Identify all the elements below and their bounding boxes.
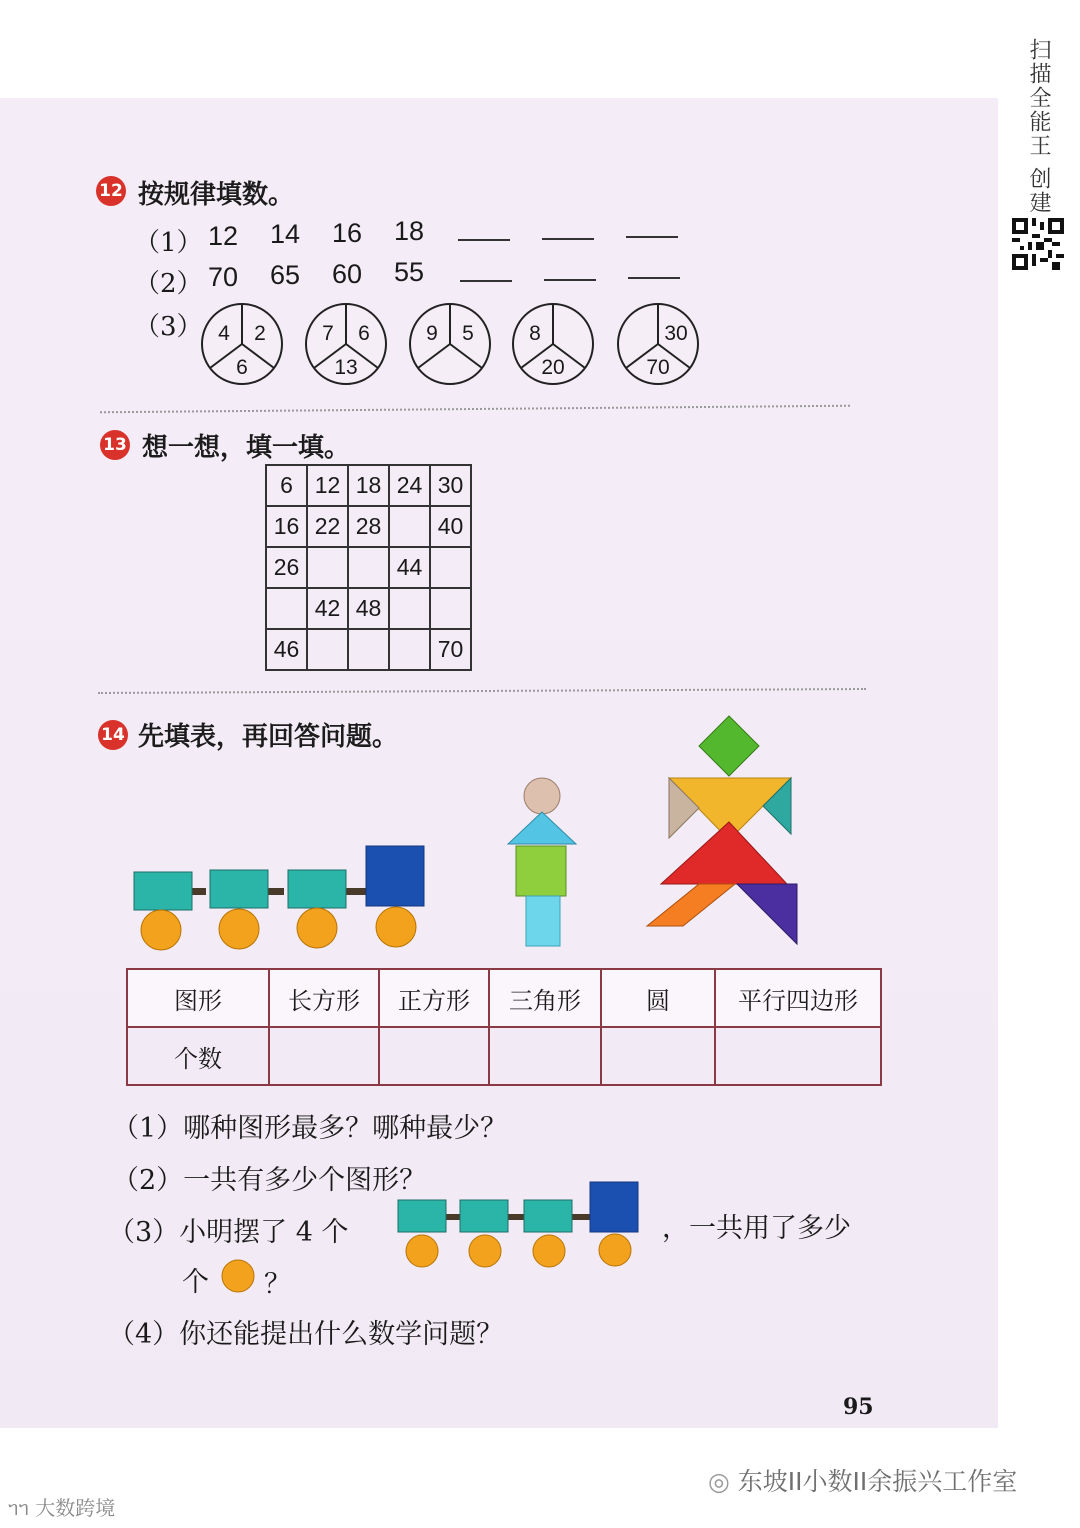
answer-cell[interactable] xyxy=(379,1027,489,1085)
answer-cell[interactable] xyxy=(715,1027,881,1085)
footer-attribution: ◎ 东坡II小数II余振兴工作室 xyxy=(708,1467,1018,1496)
sequence-2-value: 55 xyxy=(394,257,425,287)
grid-blank-cell[interactable] xyxy=(389,506,430,547)
table-header-row xyxy=(127,969,881,1027)
square-shape xyxy=(366,846,424,906)
answer-cell[interactable] xyxy=(269,1027,379,1085)
table-header-cell: 图形 xyxy=(127,969,269,1027)
grid-blank-cell[interactable] xyxy=(430,588,471,629)
circle-number: 6 xyxy=(358,322,370,345)
number-circle xyxy=(513,304,593,384)
circle-number: 7 xyxy=(322,322,334,345)
sub-question-3-part-c: 个 xyxy=(182,1267,209,1298)
sub-question-1: （1）哪种图形最多？哪种最少？ xyxy=(112,1113,508,1144)
number-circle xyxy=(202,304,282,384)
grid-blank-cell[interactable] xyxy=(430,547,471,588)
grid-row xyxy=(266,629,471,670)
grid-blank-cell[interactable] xyxy=(389,629,430,670)
logo-icon: ᥐᥐ xyxy=(8,1496,29,1520)
rectangle-shape xyxy=(526,896,560,946)
sequence-1-value: 18 xyxy=(394,216,425,246)
table-header-cell: 平行四边形 xyxy=(715,969,881,1027)
square-shape xyxy=(699,716,759,776)
triangle-shape xyxy=(508,812,576,844)
circle-number: 5 xyxy=(462,322,474,345)
grid-cell: 22 xyxy=(307,506,348,547)
question-12-title: 按规律填数。 xyxy=(138,180,295,210)
grid-blank-cell[interactable] xyxy=(307,629,348,670)
table-header-cell: 圆 xyxy=(601,969,715,1027)
grid-cell: 18 xyxy=(348,465,389,506)
square-shape xyxy=(516,846,566,896)
table-header-cell: 正方形 xyxy=(379,969,489,1027)
sequence-2-value: 65 xyxy=(270,260,301,290)
table-row-label: 个数 xyxy=(127,1027,269,1085)
grid-cell: 30 xyxy=(430,465,471,506)
table-header-cell: 三角形 xyxy=(489,969,601,1027)
sequence-2-blank[interactable] xyxy=(460,280,512,282)
shape-count-table xyxy=(126,968,882,1086)
grid-cell: 24 xyxy=(389,465,430,506)
grid-cell: 16 xyxy=(266,506,307,547)
circle-shape xyxy=(376,907,416,947)
rectangle-shape xyxy=(288,870,346,908)
grid-cell: 46 xyxy=(266,629,307,670)
grid-blank-cell[interactable] xyxy=(348,547,389,588)
circle-number: 9 xyxy=(426,322,438,345)
circle-number: 30 xyxy=(664,322,688,345)
sub-question-3-part-d: ？ xyxy=(264,1269,291,1300)
number-grid xyxy=(265,464,472,671)
footer-brand: ᥐᥐ 大数跨境 xyxy=(8,1496,116,1520)
grid-blank-cell[interactable] xyxy=(348,629,389,670)
sequence-2-value: 70 xyxy=(208,262,239,292)
grid-blank-cell[interactable] xyxy=(307,547,348,588)
question-14-badge: 14 xyxy=(98,720,128,750)
number-circle xyxy=(306,304,386,384)
question-14-title: 先填表，再回答问题。 xyxy=(138,722,399,752)
question-13-badge: 13 xyxy=(100,430,130,460)
answer-cell[interactable] xyxy=(489,1027,601,1085)
sequence-2-blank[interactable] xyxy=(544,279,596,281)
sub-question-3-part-b: ，一共用了多少 xyxy=(662,1213,851,1244)
page-number: 95 xyxy=(843,1394,874,1420)
qr-code xyxy=(1012,218,1064,270)
parallelogram-shape xyxy=(647,884,735,926)
circle-shape xyxy=(297,908,337,948)
grid-cell: 42 xyxy=(307,588,348,629)
grid-cell: 6 xyxy=(266,465,307,506)
circle-number: 2 xyxy=(254,322,266,345)
train-connector xyxy=(346,888,368,895)
sub-question-3-part-a: （3）小明摆了 4 个 xyxy=(108,1217,349,1248)
tangram-figure xyxy=(645,714,805,950)
sequence-3-label: （3） xyxy=(134,312,203,342)
orange-circle-icon xyxy=(218,1256,258,1296)
grid-cell: 70 xyxy=(430,629,471,670)
sequence-1-blank[interactable] xyxy=(542,238,594,240)
circle-shape xyxy=(141,910,181,950)
robot-figure xyxy=(500,770,590,952)
number-circles xyxy=(196,294,716,390)
circle-number: 4 xyxy=(218,322,230,345)
grid-cell: 26 xyxy=(266,547,307,588)
train-figure xyxy=(128,840,432,956)
grid-row xyxy=(266,465,471,506)
sequence-2-value: 60 xyxy=(332,259,363,289)
triangle-shape xyxy=(661,822,787,884)
sequence-1-blank[interactable] xyxy=(458,239,510,241)
circle-shape xyxy=(219,909,259,949)
answer-cell[interactable] xyxy=(601,1027,715,1085)
grid-blank-cell[interactable] xyxy=(389,588,430,629)
circle-number: 6 xyxy=(236,356,248,379)
circle-number: 70 xyxy=(646,356,670,379)
rectangle-shape xyxy=(210,870,268,908)
grid-cell: 48 xyxy=(348,588,389,629)
sequence-2-label: （2） xyxy=(134,269,203,299)
grid-row xyxy=(266,547,471,588)
grid-blank-cell[interactable] xyxy=(266,588,307,629)
sequence-2-blank[interactable] xyxy=(628,277,680,279)
sequence-1-value: 16 xyxy=(332,218,363,248)
sequence-1-value: 12 xyxy=(208,221,239,251)
small-train-icon xyxy=(394,1180,644,1272)
question-13-title: 想一想，填一填。 xyxy=(142,433,351,463)
grid-row xyxy=(266,506,471,547)
sequence-1-blank[interactable] xyxy=(626,236,678,238)
grid-cell: 12 xyxy=(307,465,348,506)
sequence-1-value: 14 xyxy=(270,219,301,249)
rectangle-shape xyxy=(134,872,192,910)
scanner-watermark: 扫描全能王 创建 xyxy=(1026,38,1051,215)
wechat-icon: ◎ xyxy=(708,1467,730,1496)
number-circle xyxy=(618,304,698,384)
circle-shape xyxy=(524,778,560,814)
table-row xyxy=(127,1027,881,1085)
grid-cell: 44 xyxy=(389,547,430,588)
sub-question-4: （4）你还能提出什么数学问题？ xyxy=(108,1319,504,1350)
table-header-cell: 长方形 xyxy=(269,969,379,1027)
question-12-badge: 12 xyxy=(96,176,126,206)
circle-number: 8 xyxy=(529,322,541,345)
grid-row xyxy=(266,588,471,629)
sequence-1-label: （1） xyxy=(134,228,203,258)
sub-question-2: （2）一共有多少个图形？ xyxy=(112,1165,427,1196)
train-connector xyxy=(266,888,284,895)
triangle-shape xyxy=(737,884,797,944)
circle-number: 13 xyxy=(334,356,358,379)
number-circle xyxy=(410,304,490,384)
grid-cell: 40 xyxy=(430,506,471,547)
circle-number: 20 xyxy=(541,356,565,379)
grid-cell: 28 xyxy=(348,506,389,547)
